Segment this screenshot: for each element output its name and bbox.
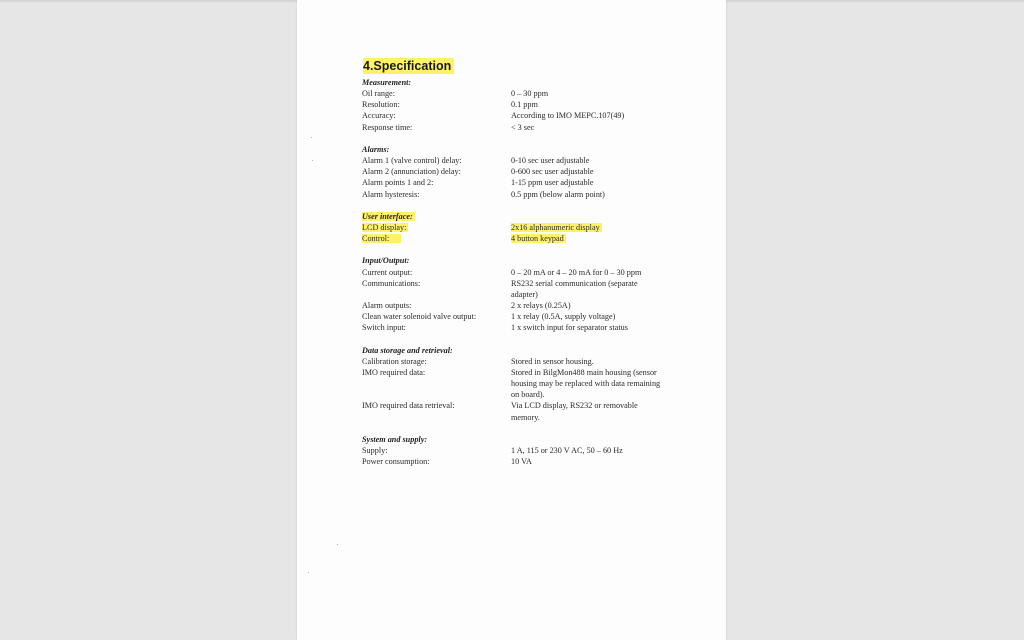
scan-speck bbox=[311, 137, 312, 138]
spec-label: Current output: bbox=[362, 267, 413, 277]
section-user-interface bbox=[362, 211, 702, 244]
spec-value: RS232 serial communication (separate adapter) bbox=[511, 278, 638, 299]
spec-label: Clean water solenoid valve output: bbox=[362, 312, 477, 322]
spec-label: Response time: bbox=[362, 122, 413, 132]
spec-label: Alarm points 1 and 2: bbox=[362, 178, 434, 188]
section-title: Data storage and retrieval: bbox=[362, 345, 453, 355]
spec-row bbox=[362, 456, 702, 467]
spec-row bbox=[362, 166, 702, 177]
spec-value: 0-600 sec user adjustable bbox=[511, 167, 594, 177]
spec-value: Stored in BilgMon488 main housing (sensor housing may be replaced with data remaining on board). bbox=[511, 368, 661, 400]
spec-label: Calibration storage: bbox=[362, 356, 427, 366]
spec-value: 0 – 20 mA or 4 – 20 mA for 0 – 30 ppm bbox=[511, 267, 642, 277]
spec-label bbox=[362, 233, 511, 244]
highlighted-text: Control: bbox=[362, 234, 401, 243]
spec-label: Accuracy: bbox=[362, 111, 396, 121]
spec-value: Via LCD display, RS232 or removable memory. bbox=[511, 401, 638, 422]
section-input-output bbox=[362, 255, 702, 333]
scan-speck bbox=[308, 572, 309, 573]
spec-row bbox=[362, 367, 702, 400]
highlighted-text: 2x16 alphanumeric display bbox=[511, 223, 600, 232]
spec-value bbox=[511, 233, 666, 244]
spec-value: 0-10 sec user adjustable bbox=[511, 156, 590, 166]
spec-row bbox=[362, 300, 702, 311]
spec-value: < 3 sec bbox=[511, 122, 535, 132]
spec-label: Alarm 2 (annunciation) delay: bbox=[362, 167, 461, 177]
spec-label: Oil range: bbox=[362, 89, 395, 99]
spec-value: 0 – 30 ppm bbox=[511, 89, 549, 99]
spec-value: According to IMO MEPC.107(49) bbox=[511, 111, 625, 121]
spec-row bbox=[362, 267, 702, 278]
highlighted-text: User interface: bbox=[362, 211, 413, 221]
spec-sections bbox=[362, 77, 702, 479]
spec-row bbox=[362, 278, 702, 300]
spec-label: Switch input: bbox=[362, 323, 406, 333]
spec-row bbox=[362, 222, 702, 233]
spec-row bbox=[362, 356, 702, 367]
spec-label: Alarm outputs: bbox=[362, 301, 412, 311]
spec-value: 1 x switch input for separator status bbox=[511, 323, 628, 333]
section-title bbox=[362, 211, 702, 222]
spec-label: Supply: bbox=[362, 446, 388, 456]
spec-row bbox=[362, 400, 702, 422]
spec-value: 0.5 ppm (below alarm point) bbox=[511, 189, 605, 199]
spec-value: 10 VA bbox=[511, 457, 532, 467]
spec-row bbox=[362, 233, 702, 244]
section-title: System and supply: bbox=[362, 434, 428, 444]
spec-label: Resolution: bbox=[362, 100, 400, 110]
section-title: Measurement: bbox=[362, 78, 412, 87]
spec-label: Alarm 1 (valve control) delay: bbox=[362, 156, 462, 166]
spec-row bbox=[362, 322, 702, 333]
spec-value: 1 x relay (0.5A, supply voltage) bbox=[511, 312, 616, 322]
spec-row bbox=[362, 88, 702, 99]
spec-label: Communications: bbox=[362, 278, 421, 288]
spec-label: IMO required data retrieval: bbox=[362, 401, 455, 411]
section-title: Input/Output: bbox=[362, 256, 410, 266]
spec-value bbox=[511, 222, 666, 233]
section-title: Alarms: bbox=[362, 144, 390, 154]
highlighted-text: 4 button keypad bbox=[511, 234, 564, 244]
section-data-storage bbox=[362, 345, 702, 423]
spec-value: Stored in sensor housing. bbox=[511, 356, 594, 366]
section-alarms bbox=[362, 144, 702, 200]
highlighted-text: LCD display: bbox=[362, 223, 407, 232]
section-measurement bbox=[362, 77, 702, 133]
spec-row bbox=[362, 445, 702, 456]
spec-value: 2 x relays (0.25A) bbox=[511, 301, 571, 311]
spec-row bbox=[362, 110, 702, 121]
scan-speck bbox=[337, 544, 338, 545]
spec-label: Alarm hysteresis: bbox=[362, 189, 420, 199]
section-system-supply bbox=[362, 434, 702, 467]
document-page[interactable] bbox=[297, 0, 726, 640]
spec-label: IMO required data: bbox=[362, 368, 426, 377]
spec-value: 0.1 ppm bbox=[511, 100, 538, 110]
spec-row bbox=[362, 311, 702, 322]
spec-row bbox=[362, 122, 702, 133]
spec-row bbox=[362, 189, 702, 200]
spec-row bbox=[362, 155, 702, 166]
spec-label: Power consumption: bbox=[362, 457, 430, 467]
spec-label bbox=[362, 222, 511, 233]
spec-row bbox=[362, 177, 702, 188]
spec-value: 1-15 ppm user adjustable bbox=[511, 178, 594, 188]
page-title: 4.Specification bbox=[363, 58, 454, 74]
spec-value: 1 A, 115 or 230 V AC, 50 – 60 Hz bbox=[511, 446, 623, 456]
scan-speck bbox=[312, 160, 313, 161]
spec-row bbox=[362, 99, 702, 110]
